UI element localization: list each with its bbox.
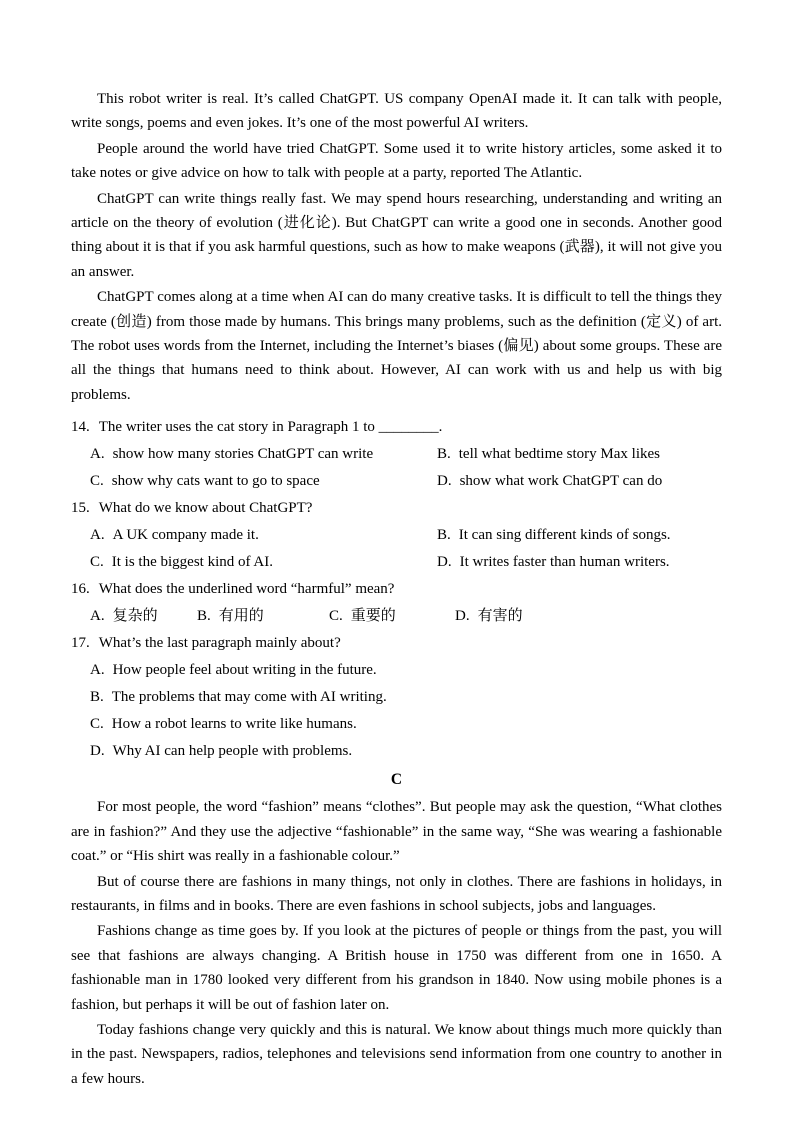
page-content — [71, 87, 722, 1092]
question-14-option-a — [90, 441, 437, 468]
option-a-label: A. — [90, 527, 105, 544]
question-15-options — [71, 522, 722, 576]
option-b-text: The problems that may come with AI writing. — [111, 689, 387, 706]
question-17-stem — [71, 630, 722, 657]
question-17-option-a — [90, 657, 722, 684]
option-a-label: A. — [90, 662, 105, 679]
option-a-text: 复杂的 — [112, 608, 158, 625]
option-c-text: How a robot learns to write like humans. — [111, 716, 357, 733]
question-16-options — [71, 603, 722, 630]
option-a-text: A UK company made it. — [112, 527, 259, 544]
question-16 — [71, 576, 722, 630]
passage-c-paragraph-1: For most people, the word “fashion” means “clothes”. But people may ask the question, “What clothes are in fashion?” And they use the adjective “fashionable” in the same way, “She was wearing a fashionable coat.” or “His shirt was really in a fashionable colour.” — [71, 799, 722, 865]
question-14-options — [71, 441, 722, 495]
question-14-option-b — [437, 441, 722, 468]
question-14 — [71, 414, 722, 495]
question-16-number: 16. — [71, 581, 90, 598]
question-17-option-d — [90, 738, 722, 765]
question-15-option-a — [90, 522, 437, 549]
question-17-number: 17. — [71, 635, 90, 652]
question-16-option-c — [329, 603, 455, 630]
question-16-option-b — [197, 603, 329, 630]
question-16-text: What does the underlined word “harmful” mean? — [98, 581, 395, 598]
option-c-label: C. — [90, 716, 104, 733]
question-15-option-b — [437, 522, 722, 549]
option-a-label: A. — [90, 608, 105, 625]
option-b-label: B. — [197, 608, 211, 625]
question-list — [71, 414, 722, 765]
passage-c-paragraph-3: Fashions change as time goes by. If you look at the pictures of people or things from the past, you will see that fashions are always changing. A British house in 1750 was different from one in 1650. A fashionable man in 1780 looked very different from his grandson in 1840. Now using mobile phones is a fashion, but perhaps it will be out of fashion later on. — [71, 923, 722, 1013]
question-15 — [71, 495, 722, 576]
option-c-text: It is the biggest kind of AI. — [111, 554, 274, 571]
option-c-label: C. — [90, 473, 104, 490]
question-17-option-c — [90, 711, 722, 738]
passage-b-paragraph-2: People around the world have tried ChatGPT. Some used it to write history articles, some asked it to take notes or give advice on how to talk with people at a party, reported The Atlantic. — [71, 140, 722, 182]
option-c-label: C. — [90, 554, 104, 571]
question-14-option-c — [90, 468, 437, 495]
passage-b-paragraph-1: This robot writer is real. It’s called ChatGPT. US company OpenAI made it. It can talk with people, write songs, poems and even jokes. It’s one of the most powerful AI writers. — [71, 91, 722, 132]
question-14-stem — [71, 414, 722, 441]
question-16-stem — [71, 576, 722, 603]
option-b-label: B. — [437, 527, 451, 544]
option-c-label: C. — [329, 608, 343, 625]
option-d-label: D. — [437, 473, 452, 490]
question-15-stem — [71, 495, 722, 522]
option-d-label: D. — [437, 554, 452, 571]
option-d-text: 有害的 — [477, 608, 523, 625]
passage-c-paragraph-4: Today fashions change very quickly and this is natural. We know about things much more quickly than in the past. Newspapers, radios, telephones and televisions send information from one country to another in a few hours. — [71, 1021, 722, 1087]
option-a-text: show how many stories ChatGPT can write — [112, 446, 374, 463]
question-15-option-d — [437, 549, 722, 576]
question-16-option-a — [90, 603, 197, 630]
question-17-options — [71, 657, 722, 765]
question-15-number: 15. — [71, 500, 90, 517]
option-a-text: How people feel about writing in the future. — [112, 662, 377, 679]
option-b-text: It can sing different kinds of songs. — [458, 527, 671, 544]
question-14-number: 14. — [71, 419, 90, 436]
question-15-text: What do we know about ChatGPT? — [98, 500, 313, 517]
option-d-text: It writes faster than human writers. — [459, 554, 670, 571]
question-15-option-c — [90, 549, 437, 576]
option-b-text: tell what bedtime story Max likes — [458, 446, 660, 463]
option-d-text: show what work ChatGPT can do — [459, 473, 663, 490]
passage-b-paragraph-3: ChatGPT can write things really fast. We may spend hours researching, understanding and writing an article on the theory of evolution (进化论). But ChatGPT can write a good one in seconds. Another good thing about it is that if you ask harmful questions, such as how to make weapons (武器), it will not give you an answer. — [71, 190, 722, 280]
question-14-text: The writer uses the cat story in Paragraph 1 to ________. — [98, 419, 443, 436]
question-17-text: What’s the last paragraph mainly about? — [98, 635, 341, 652]
option-d-text: Why AI can help people with problems. — [112, 743, 353, 760]
section-c-heading: C — [390, 771, 403, 789]
question-17 — [71, 630, 722, 765]
option-c-text: 重要的 — [350, 608, 396, 625]
option-c-text: show why cats want to go to space — [111, 473, 320, 490]
question-17-option-b — [90, 684, 722, 711]
option-d-label: D. — [90, 743, 105, 760]
option-b-label: B. — [437, 446, 451, 463]
option-a-label: A. — [90, 446, 105, 463]
option-b-label: B. — [90, 689, 104, 706]
question-14-option-d — [437, 468, 722, 495]
passage-c-paragraph-2: But of course there are fashions in many things, not only in clothes. There are fashions in holidays, in restaurants, in films and in books. There are even fashions in school subjects, jobs and languages. — [71, 873, 722, 914]
passage-b-paragraph-4: ChatGPT comes along at a time when AI can do many creative tasks. It is difficult to tell the things they create (创造) from those made by humans. This brings many problems, such as the definition (定义) of art. The robot uses words from the Internet, including the Internet’s biases (偏见) about some groups. These are all the things that humans need to think about. However, AI can work with us and help us with big problems. — [71, 289, 722, 403]
question-16-option-d — [455, 603, 523, 630]
option-b-text: 有用的 — [218, 608, 264, 625]
option-d-label: D. — [455, 608, 470, 625]
